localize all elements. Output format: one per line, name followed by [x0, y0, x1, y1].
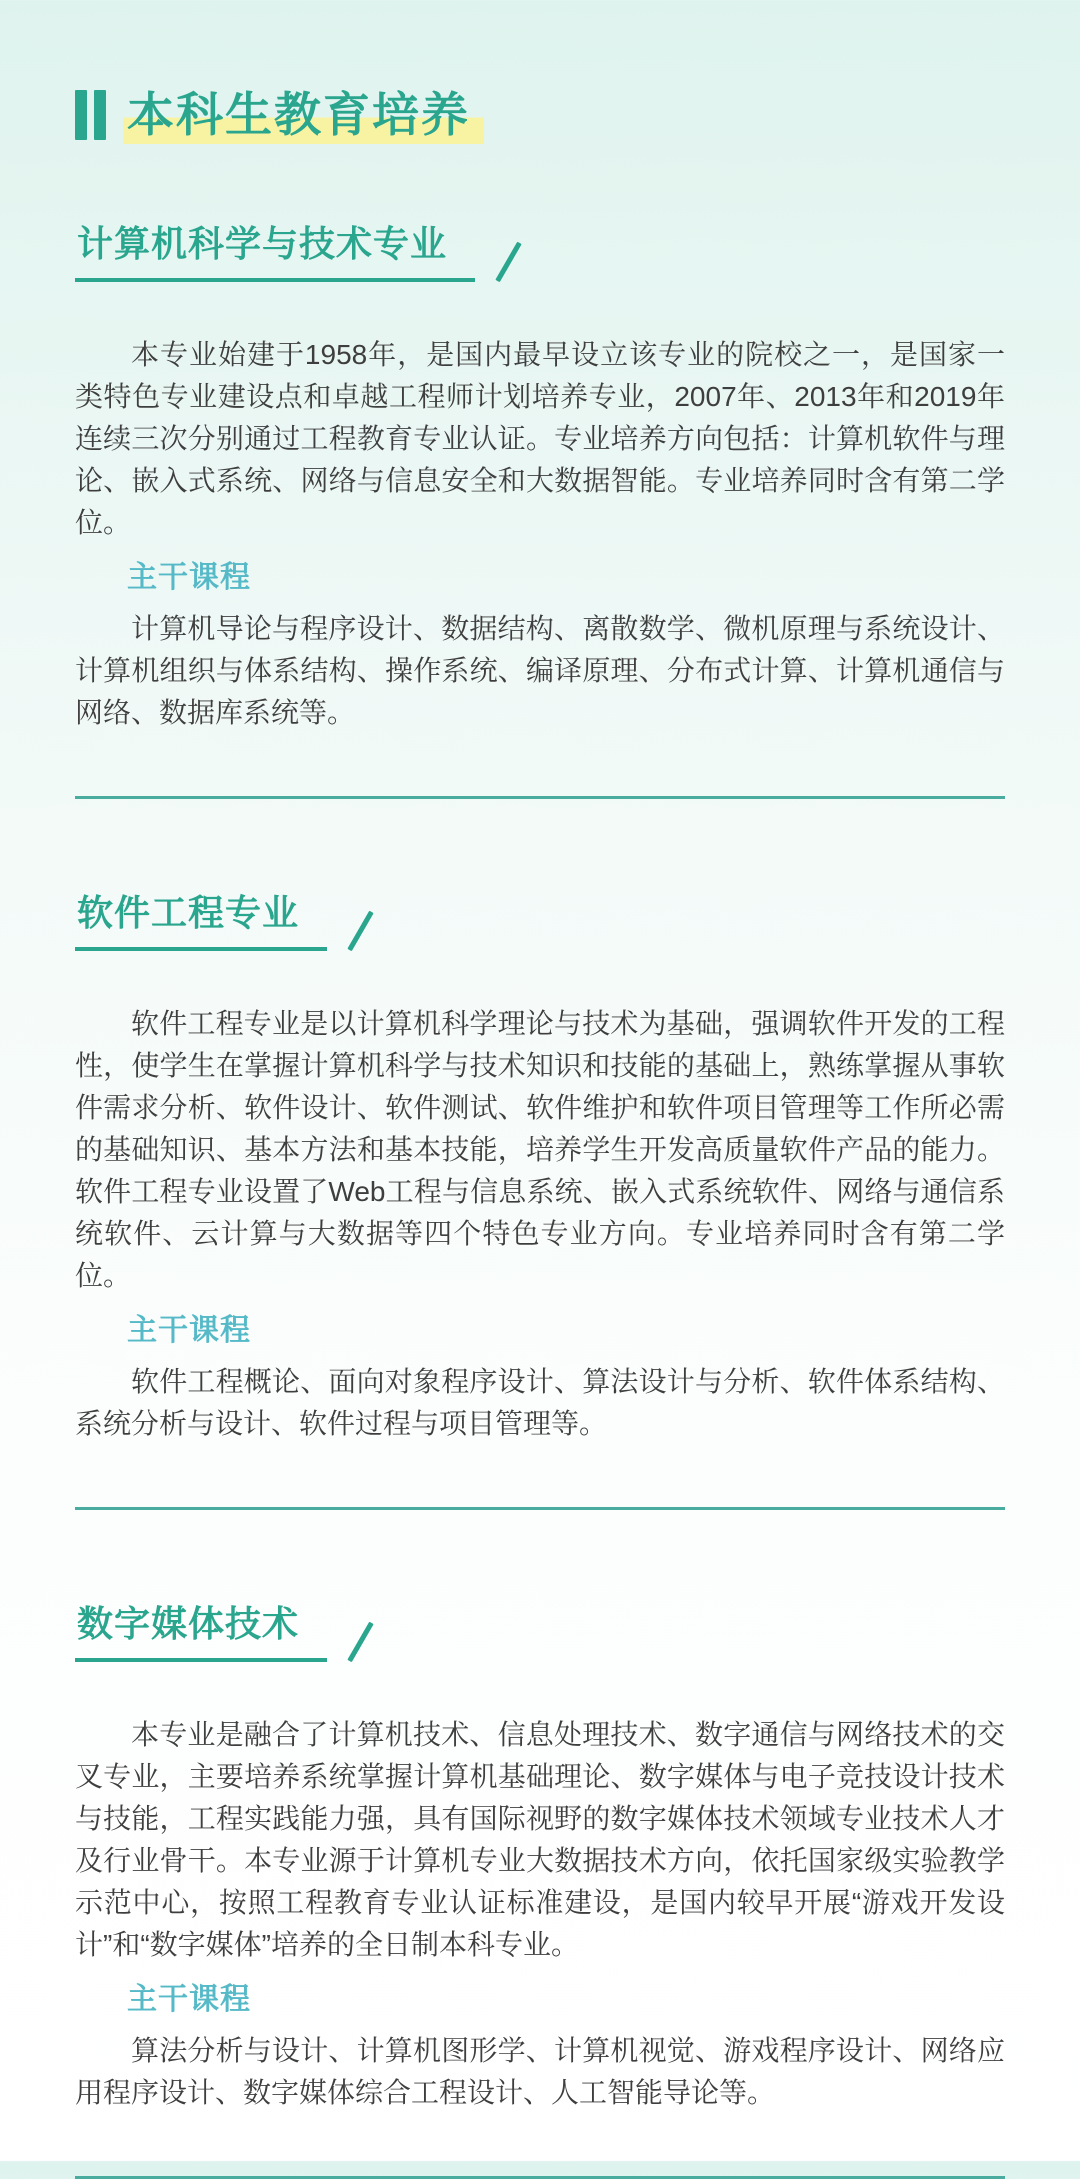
section-title: 软件工程专业 [75, 891, 327, 951]
section-title: 计算机科学与技术专业 [75, 222, 475, 282]
section-intro: 本专业是融合了计算机技术、信息处理技术、数字通信与网络技术的交叉专业，主要培养系统掌握计算机基础理论、数字媒体与电子竞技设计技术与技能，工程实践能力强，具有国际视野的数字媒体技术领域专业技术人才及行业骨干。本专业源于计算机专业大数据技术方向，依托国家级实验教学示范中心，按照工程教育专业认证标准建设，是国内较早开展“游戏开发设计”和“数字媒体”培养的全日制本科专业。 [75, 1719, 1005, 1960]
section-intro: 本专业始建于1958年，是国内最早设立该专业的院校之一，是国家一类特色专业建设点和卓越工程师计划培养专业，2007年、2013年和2019年连续三次分别通过工程教育专业认证。专业培养方向包括：计算机软件与理论、嵌入式系统、网络与信息安全和大数据智能。专业培养同时含有第二学位。 [75, 339, 1005, 538]
courses-label: 主干课程 [127, 1983, 251, 2016]
section-heading-row [75, 222, 1005, 282]
page-header [75, 0, 1005, 144]
section-software-engineering [75, 891, 1005, 1510]
section-computer-science [75, 222, 1005, 799]
courses-label: 主干课程 [127, 561, 251, 594]
slash-icon [347, 1622, 373, 1663]
double-bar-icon [75, 90, 106, 140]
section-heading-row [75, 1602, 1005, 1662]
slash-icon [347, 911, 373, 952]
section-intro: 软件工程专业是以计算机科学理论与技术为基础，强调软件开发的工程性，使学生在掌握计算机科学与技术知识和技能的基础上，熟练掌握从事软件需求分析、软件设计、软件测试、软件维护和软件项目管理等工作所必需的基础知识、基本方法和基本技能，培养学生开发高质量软件产品的能力。软件工程专业设置了Web工程与信息系统、嵌入式系统软件、网络与通信系统软件、云计算与大数据等四个特色专业方向。专业培养同时含有第二学位。 [75, 1008, 1005, 1291]
slash-icon [495, 242, 521, 283]
page-title: 本科生教育培养 [123, 86, 484, 144]
section-digital-media [75, 1602, 1005, 2179]
section-title: 数字媒体技术 [75, 1602, 327, 1662]
courses-label: 主干课程 [127, 1314, 251, 1347]
courses-text: 算法分析与设计、计算机图形学、计算机视觉、游戏程序设计、网络应用程序设计、数字媒体综合工程设计、人工智能导论等。 [75, 2035, 1005, 2108]
section-heading-row [75, 891, 1005, 951]
section-divider [75, 1507, 1005, 1510]
section-divider [75, 796, 1005, 799]
courses-text: 软件工程概论、面向对象程序设计、算法设计与分析、软件体系结构、系统分析与设计、软件过程与项目管理等。 [75, 1366, 1005, 1439]
courses-text: 计算机导论与程序设计、数据结构、离散数学、微机原理与系统设计、计算机组织与体系结构、操作系统、编译原理、分布式计算、计算机通信与网络、数据库系统等。 [75, 613, 1005, 728]
